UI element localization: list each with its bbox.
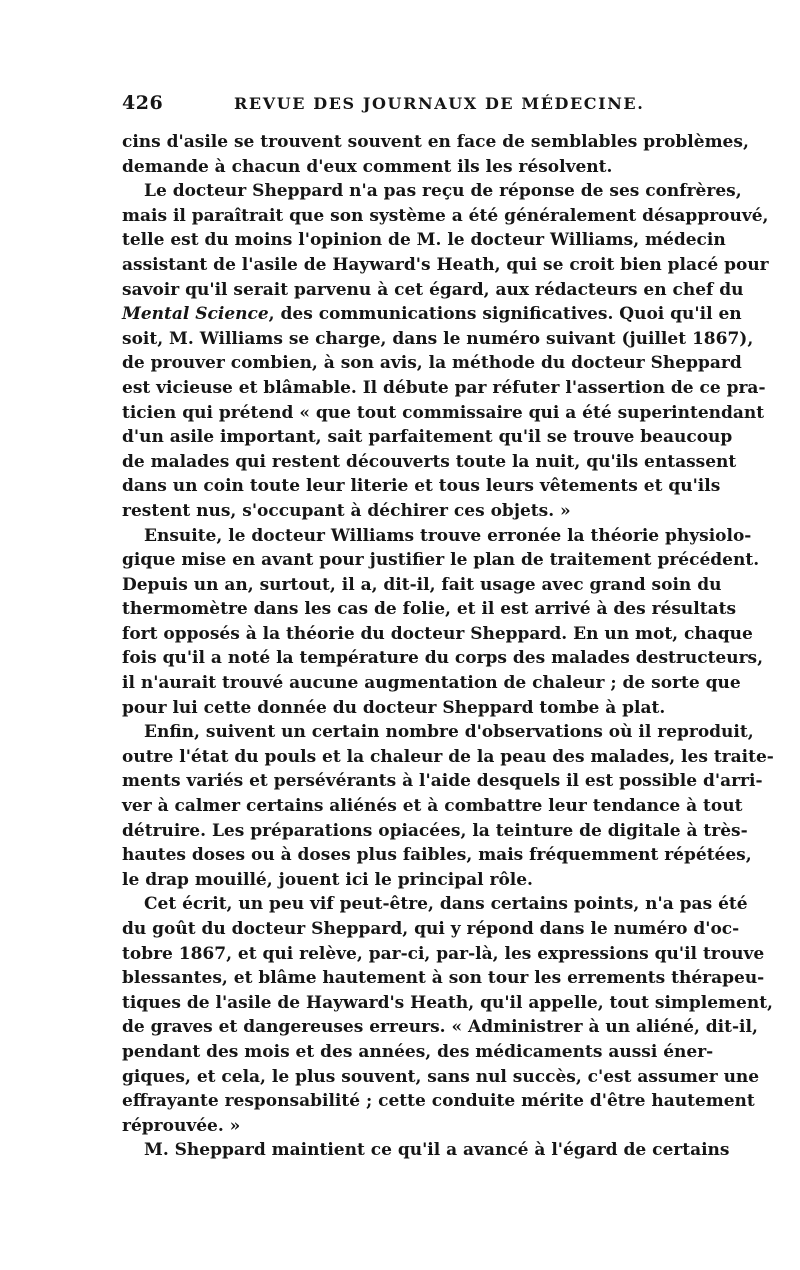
text-line: pour lui cette donnée du docteur Sheppard tombe à plat. — [122, 697, 666, 718]
text-line: tobre 1867, et qui relève, par-ci, par-là, les expressions qu'il trouve — [122, 943, 765, 964]
running-title: REVUE DES JOURNAUX DE MÉDECINE. — [234, 94, 645, 113]
page-header — [122, 92, 678, 122]
text-line: mais il paraîtrait que son système a été généralement désapprouvé, — [122, 205, 769, 226]
text-line: le drap mouillé, jouent ici le principal rôle. — [122, 869, 533, 890]
text-line: M. Sheppard maintient ce qu'il a avancé à l'égard de certains — [144, 1140, 730, 1161]
text-line: Le docteur Sheppard n'a pas reçu de réponse de ses confrères, — [144, 181, 742, 202]
text-line: Mental Science, des communications significatives. Quoi qu'il en — [122, 304, 742, 325]
text-line: giques, et cela, le plus souvent, sans nul succès, c'est assumer une — [122, 1066, 760, 1087]
text-line: Enfin, suivent un certain nombre d'observations où il reproduit, — [144, 722, 754, 743]
text-line: il n'aurait trouvé aucune augmentation de chaleur ; de sorte que — [122, 673, 741, 694]
text-line: outre l'état du pouls et la chaleur de la peau des malades, les traite- — [122, 746, 774, 767]
text-line: ver à calmer certains aliénés et à combattre leur tendance à tout — [122, 796, 743, 817]
text-line: fois qu'il a noté la température du corps des malades destructeurs, — [122, 648, 764, 669]
text-line: Cet écrit, un peu vif peut-être, dans certains points, n'a pas été — [144, 894, 748, 915]
text-line: ments variés et persévérants à l'aide desquels il est possible d'arri- — [122, 771, 763, 792]
text-line: réprouvée. » — [122, 1115, 241, 1136]
text-line: restent nus, s'occupant à déchirer ces objets. » — [122, 500, 571, 521]
text-line: détruire. Les préparations opiacées, la teinture de digitale à très- — [122, 820, 748, 841]
text-line: Depuis un an, surtout, il a, dit-il, fait usage avec grand soin du — [122, 574, 722, 595]
text-line: de graves et dangereuses erreurs. « Administrer à un aliéné, dit-il, — [122, 1017, 758, 1038]
text-line: soit, M. Williams se charge, dans le numéro suivant (juillet 1867), — [122, 328, 754, 349]
text-line: tiques de l'asile de Hayward's Heath, qu'il appelle, tout simplement, — [122, 992, 773, 1013]
journal-title: Mental Science — [122, 304, 269, 325]
text-line: demande à chacun d'eux comment ils les résolvent. — [122, 156, 613, 177]
text-line: dans un coin toute leur literie et tous leurs vêtements et qu'ils — [122, 476, 721, 497]
text-line: de malades qui restent découverts toute la nuit, qu'ils entassent — [122, 451, 737, 472]
page-number: 426 — [122, 92, 164, 114]
body-text — [122, 130, 774, 1163]
text-line: blessantes, et blâme hautement à son tour les errements thérapeu- — [122, 968, 765, 989]
text-line: hautes doses ou à doses plus faibles, mais fréquemment répétées, — [122, 845, 752, 866]
text-line: fort opposés à la théorie du docteur Sheppard. En un mot, chaque — [122, 623, 753, 644]
text-line: du goût du docteur Sheppard, qui y répond dans le numéro d'oc- — [122, 919, 740, 939]
text-line: d'un asile important, sait parfaitement qu'il se trouve beaucoup — [122, 427, 733, 448]
text-line: effrayante responsabilité ; cette conduite mérite d'être hautement — [122, 1091, 755, 1112]
text-line: assistant de l'asile de Hayward's Heath, qui se croit bien placé pour — [122, 254, 769, 275]
text-line: gique mise en avant pour justifier le plan de traitement précédent. — [122, 550, 760, 571]
text-line: ticien qui prétend « que tout commissaire qui a été superintendant — [122, 402, 765, 423]
text-line: est vicieuse et blâmable. Il débute par réfuter l'assertion de ce pra- — [122, 377, 766, 398]
text-line: pendant des mois et des années, des médicaments aussi éner- — [122, 1041, 714, 1062]
text-line: thermomètre dans les cas de folie, et il est arrivé à des résultats — [122, 599, 737, 620]
text-line: Ensuite, le docteur Williams trouve erronée la théorie physiolo- — [144, 525, 752, 546]
text-line: telle est du moins l'opinion de M. le docteur Williams, médecin — [122, 230, 726, 251]
text-line: savoir qu'il serait parvenu à cet égard, aux rédacteurs en chef du — [122, 279, 744, 300]
text-line: de prouver combien, à son avis, la méthode du docteur Sheppard — [122, 353, 742, 374]
text-line: cins d'asile se trouvent souvent en face de semblables problèmes, — [122, 132, 749, 152]
